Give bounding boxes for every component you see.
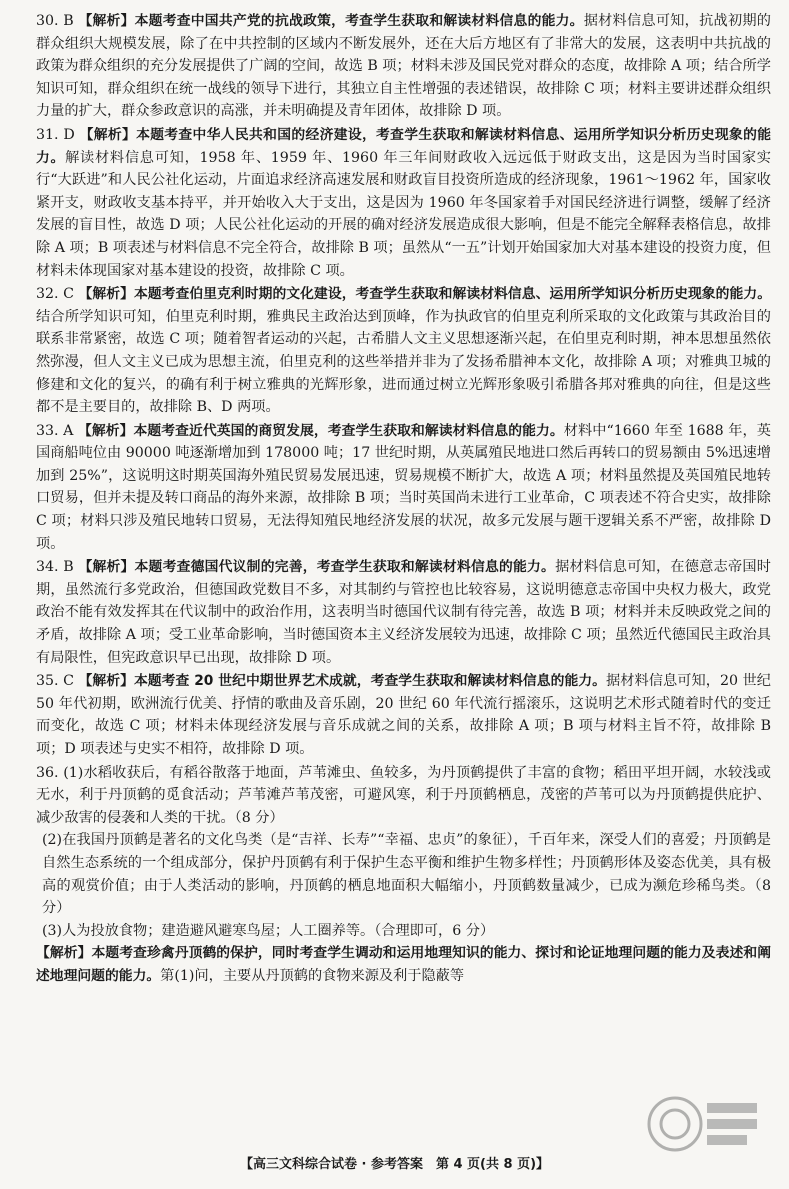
part-1-text: (1)水稻收获后，有稻谷散落于地面，芦苇滩虫、鱼较多，为丹顶鹤提供了丰富的食物；稻田平坦开阔，水较浅或无水，利于丹顶鹤的觅食活动；芦苇滩芦苇茂密，可避风寒，利于丹顶鹤栖息，茂密的芦苇可以为丹顶鹤提供庇护、减少敌害的侵袭和人类的干扰。（8 分） (36, 764, 771, 826)
analysis-body: 结合所学知识可知，伯里克利时期，雅典民主政治达到顶峰，作为执政官的伯里克利所采取的文化政策与其政治目的联系非常紧密，故选 C 项；随着智者运动的兴起，古希腊人文主义思想逐渐兴起，在伯里克利时期，神本思想虽然依然弥漫，但人文主义已成为思想主流，伯里克利的这些举措并非为了发扬希腊神本文化，故排除 A 项；对雅典卫城的修建和文化的复兴，的确有利于树立雅典的光辉形象，进而通过树立光辉形象吸引希腊各邦对雅典的向往，但是这些都不是主要目的，故排除 B、D 两项。 (36, 308, 771, 416)
analysis-lead: 本题考查伯里克利时期的文化建设，考查学生获取和解读材料信息、运用所学知识分析历史现象的能力。 (133, 286, 771, 303)
analysis-lead: 本题考查珍禽丹顶鹤的保护，同时考查学生调动和运用地理知识的能力、探讨和论证地理问题的能力及表述和阐述地理问题的能力。 (36, 945, 772, 984)
analysis-tag: 【解析】 (79, 126, 137, 143)
answer-36-part-1 (36, 762, 771, 830)
question-number: 34. B (36, 559, 79, 576)
question-number: 31. D (36, 126, 80, 143)
answer-entry-31 (36, 124, 771, 282)
analysis-tag: 【解析】 (78, 673, 134, 690)
answer-entry-34 (36, 556, 771, 669)
analysis-lead: 本题考查中国共产党的抗战政策，考查学生获取和解读材料信息的能力。 (134, 13, 584, 29)
answer-36-analysis (36, 942, 771, 987)
question-number: 32. C (36, 286, 79, 303)
page-footer: 【高三文科综合试卷 · 参考答案 第 4 页(共 8 页)】 (239, 1157, 550, 1172)
analysis-body: 材料中“1660 年至 1688 年，英国商船吨位由 90000 吨逐渐增加到 178000 吨；17 世纪时期，从英属殖民地进口然后再转口的贸易额由 5%迅速增加到 25%”，这说明这时期英国海外殖民贸易发展迅速，贸易规模不断扩大，故选 A 项；材料虽然提及英国殖民地转口贸易，但并未提及转口商品的海外来源，故排除 B 项；当时英国尚未进行工业革命，C 项表述不符合史实，故排除 C 项；材料只涉及殖民地转口贸易，无法得知殖民地经济发展的状况，故多元发展与题干逻辑关系不严密，故排除 D 项。 (36, 422, 771, 552)
question-number: 35. C (36, 673, 79, 690)
analysis-tag: 【解析】 (78, 13, 135, 29)
question-number: 36. (36, 764, 59, 781)
analysis-body: 第(1)问，主要从丹顶鹤的食物来源及利于隐蔽等 (160, 967, 465, 984)
analysis-body: 据材料信息可知，抗战初期的群众组织大规模发展，除了在中共控制的区域内不断发展外，还在大后方地区有了非常大的发展，这表明中共抗战的政策为群众组织的充分发展提供了广阔的空间，故选 B 项；材料未涉及国民党对群众的态度，故排除 A 项；结合所学知识可知，群众组织在统一战线的领导下进行，其独立自主性增强的表述错误，故排除 C 项；材料主要讲述群众组织力量的扩大，群众参政意识的高涨，并未明确提及青年团体，故排除 D 项。 (36, 13, 771, 120)
answer-entry-30 (36, 10, 771, 123)
analysis-lead: 本题考查德国代议制的完善，考查学生获取和解读材料信息的能力。 (134, 559, 556, 576)
answer-entry-36 (36, 762, 771, 943)
analysis-body: 据材料信息可知，20 世纪 50 年代初期，欧洲流行优美、抒情的歌曲及音乐剧，20 世纪 60 年代流行摇滚乐，这说明艺术形式随着时代的变迁而变化，故选 C 项；材料未体现经济发展与音乐成就之间的关系，故排除 A 项；B 项与材料主旨不符，故排除 B 项；D 项表述与史实不相符，故排除 D 项。 (36, 673, 771, 757)
analysis-tag: 【解析】 (78, 559, 135, 576)
question-number: 33. A (36, 422, 78, 439)
analysis-body: 解读材料信息可知，1958 年、1959 年、1960 年三年间财政收入远远低于财政支出，这是因为当时国家实行“大跃进”和人民公社化运动，片面追求经济高速发展和财政盲目投资所造成的经济现象，1961～1962 年，国家收紧开支，财政收支基本持平，并开始收入大于支出，这是因为 1960 年冬国家着手对国民经济进行调整，缓解了经济发展的盲目性，故选 D 项；人民公社化运动的开展的确对经济发展造成很大影响，但是不能完全解释表格信息，故排除 A 项；B 项表述与材料信息不完全符合，故排除 B 项；虽然从“一五”计划开始国家加大对基本建设的投资力度，但材料未体现国家对基本建设的投资，故排除 C 项。 (36, 149, 771, 279)
answer-36-part-2: (2)在我国丹顶鹤是著名的文化鸟类（是“吉祥、长寿”“幸福、忠贞”的象征），千百年来，深受人们的喜爱；丹顶鹤是自然生态系统的一个组成部分，保护丹顶鹤有利于保护生态平衡和维护生物多样性；丹顶鹤形体及姿态优美，具有极高的观赏价值；由于人类活动的影响，丹顶鹤的栖息地面积大幅缩小，丹顶鹤数量减少，已成为濒危珍稀鸟类。（8 分） (42, 832, 771, 917)
publisher-logo-icon (645, 1089, 765, 1159)
analysis-lead: 本题考查 20 世纪中期世界艺术成就，考查学生获取和解读材料信息的能力。 (133, 673, 607, 690)
answer-entry-32 (36, 283, 771, 419)
question-number: 30. B (36, 13, 79, 29)
answer-entry-35 (36, 670, 771, 760)
answer-entry-33 (36, 420, 771, 556)
analysis-lead: 本题考查中华人民共和国的经济建设，考查学生获取和解读材料信息、运用所学知识分析历史现象的能力。 (36, 126, 772, 166)
analysis-body: 据材料信息可知，在德意志帝国时期，虽然流行多党政治，但德国政党数目不多，对其制约与管控也比较容易，这说明德意志帝国中央权力极大，政党政治不能有效发挥其在代议制中的政治作用，这表明当时德国代议制有待完善，故选 B 项；材料并未反映政党之间的矛盾，故排除 A 项；受工业革命影响，当时德国资本主义经济发展较为迅速，故排除 C 项；虽然近代德国民主政治具有局限性，但宪政意识早已出现，故排除 D 项。 (36, 559, 771, 666)
analysis-tag: 【解析】 (78, 422, 134, 439)
analysis-tag: 【解析】 (78, 286, 134, 303)
analysis-lead: 本题考查近代英国的商贸发展，考查学生获取和解读材料信息的能力。 (133, 422, 564, 439)
answer-36-part-3: (3)人为投放食物；建造避风避寒鸟屋；人工圈养等。（合理即可，6 分） (42, 922, 495, 939)
analysis-tag: 【解析】 (36, 945, 92, 962)
